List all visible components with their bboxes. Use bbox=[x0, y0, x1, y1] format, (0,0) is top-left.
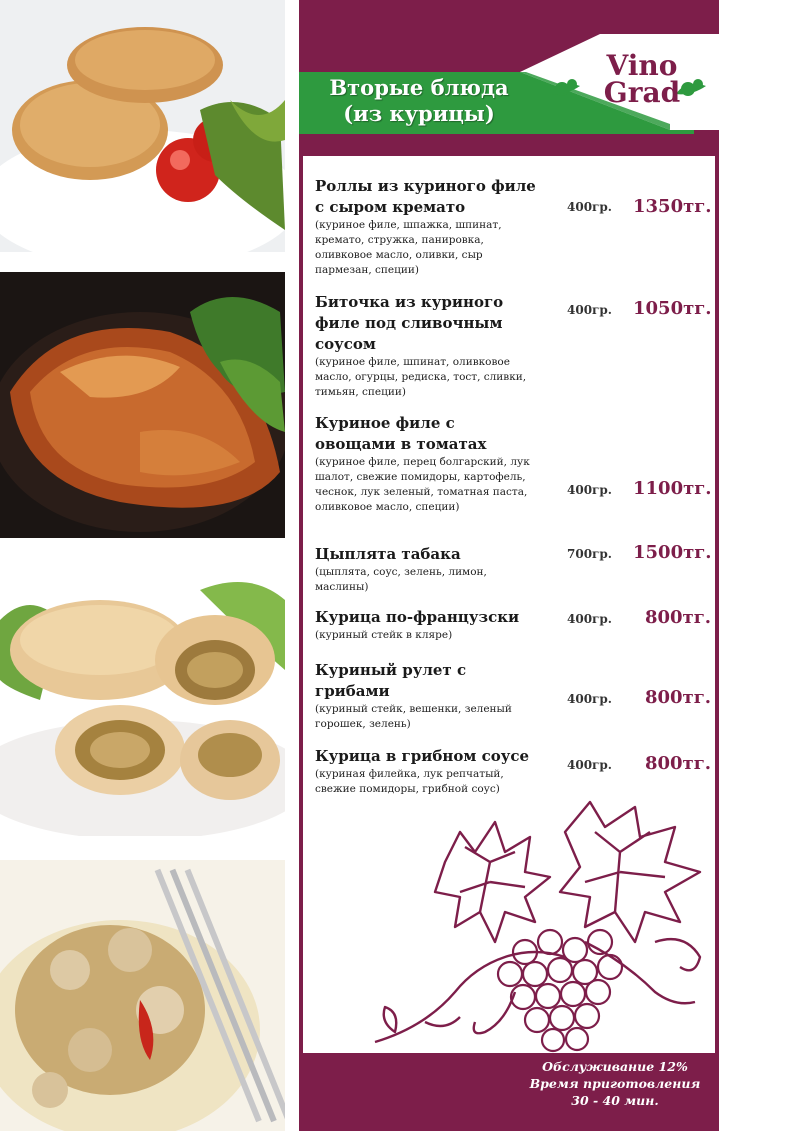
item-description: (куриный стейк, вешенки, зеленый горошек, зелень) bbox=[315, 703, 512, 730]
section-heading-line1: Вторые блюда bbox=[329, 75, 509, 100]
service-charge: Обслуживание 12% bbox=[542, 1059, 688, 1074]
photo-chicken-mushroom-sauce bbox=[0, 860, 285, 1131]
item-weight: 400гр. bbox=[567, 612, 612, 626]
item-price: 1050тг. bbox=[633, 298, 712, 319]
photo-roast-chicken bbox=[0, 272, 285, 538]
item-title: Курица по-французски bbox=[315, 608, 520, 626]
item-description: (куриная филейка, лук репчатый, свежие помидоры, грибной соус) bbox=[315, 768, 504, 795]
right-margin bbox=[719, 0, 800, 1131]
item-description: (цыплята, соус, зелень, лимон, маслины) bbox=[315, 566, 487, 593]
item-title: Роллы из куриного филе с сыром кремато bbox=[315, 177, 536, 216]
item-title: Курица в грибном соусе bbox=[315, 747, 529, 765]
prep-time-value: 30 - 40 мин. bbox=[571, 1093, 659, 1108]
photo-chicken-roll bbox=[0, 560, 285, 836]
item-price: 1500тг. bbox=[633, 542, 712, 563]
item-price: 1100тг. bbox=[633, 478, 712, 499]
section-heading bbox=[309, 75, 529, 127]
section-heading-line2: (из курицы) bbox=[343, 101, 495, 126]
item-price: 800тг. bbox=[644, 753, 711, 774]
grape-vine-illustration bbox=[365, 792, 715, 1054]
menu-item bbox=[315, 176, 715, 278]
item-title: Куриный рулет с грибами bbox=[315, 661, 467, 700]
item-description: (куриное филе, шпинат, оливковое масло, огурцы, редиска, тост, сливки, тимьян, специи) bbox=[315, 356, 527, 398]
photo-chicken-cutlets bbox=[0, 0, 285, 252]
item-description: (куриное филе, шпажка, шпинат, кремато, стружка, панировка, оливковое масло, оливки, сыр пармезан, специи) bbox=[315, 219, 502, 276]
menu-item bbox=[315, 413, 715, 515]
menu-item bbox=[315, 292, 715, 400]
item-weight: 400гр. bbox=[567, 758, 612, 772]
item-title: Цыплята табака bbox=[315, 545, 461, 563]
item-title: Куриное филе с овощами в томатах bbox=[315, 414, 487, 453]
item-weight: 400гр. bbox=[567, 692, 612, 706]
item-weight: 700гр. bbox=[567, 547, 612, 561]
item-price: 1350тг. bbox=[633, 196, 712, 217]
logo-text-grad: Grad bbox=[603, 76, 681, 109]
menu-item bbox=[315, 544, 715, 595]
item-weight: 400гр. bbox=[567, 303, 612, 317]
item-weight: 400гр. bbox=[567, 200, 612, 214]
logo-text-vino: Vino bbox=[606, 49, 678, 82]
menu-footer bbox=[520, 1058, 710, 1109]
item-price: 800тг. bbox=[644, 687, 711, 708]
menu-item bbox=[315, 607, 715, 643]
item-weight: 400гр. bbox=[567, 483, 612, 497]
menu-item bbox=[315, 660, 715, 732]
item-title: Биточка из куриного филе под сливочным соусом bbox=[315, 293, 504, 353]
item-price: 800тг. bbox=[644, 607, 711, 628]
item-description: (куриное филе, перец болгарский, лук шалот, свежие помидоры, картофель, чеснок, лук зеленый, томатная паста, оливковое масло, специи) bbox=[315, 456, 530, 513]
prep-time-label: Время приготовления bbox=[529, 1076, 701, 1091]
item-description: (куриный стейк в кляре) bbox=[315, 629, 453, 641]
menu-item bbox=[315, 746, 715, 797]
